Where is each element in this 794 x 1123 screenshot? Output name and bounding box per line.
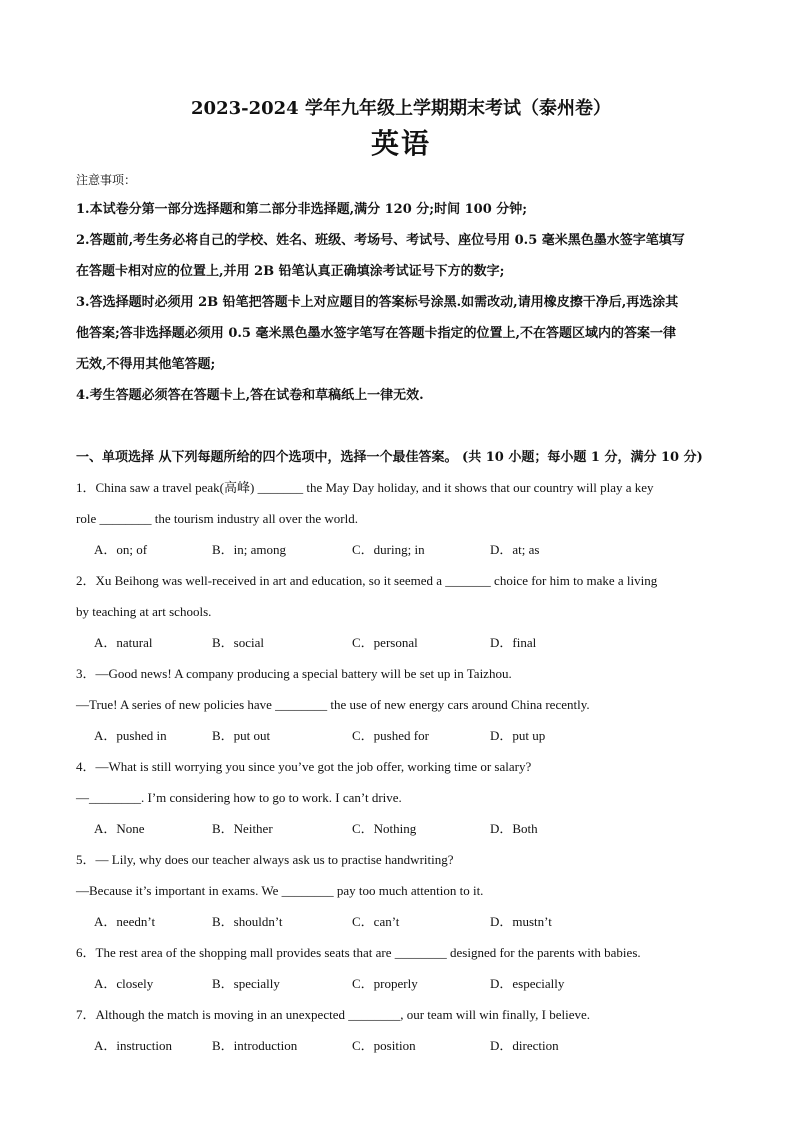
question-7 xyxy=(76,999,726,1061)
option-c: C．personal xyxy=(352,635,418,650)
question-text: —Because it’s important in exams. We ________ pay too much attention to it. xyxy=(76,883,484,898)
question-text: 3．—Good news! A company producing a special battery will be set up in Taizhou. xyxy=(76,666,512,681)
question-text: 2．Xu Beihong was well-received in art and education, so it seemed a _______ choice for him to make a living xyxy=(76,573,658,588)
question-text: 6．The rest area of the shopping mall provides seats that are ________ designed for the parents with babies. xyxy=(76,945,641,960)
option-b: B．introduction xyxy=(212,1038,298,1053)
option-c: C．properly xyxy=(352,976,418,991)
question-text: 1．China saw a travel peak(高峰) _______ the May Day holiday, and it shows that our country will play a key xyxy=(76,480,654,495)
section-heading: 一、单项选择 从下列每题所给的四个选项中，选择一个最佳答案。 (共 10 小题；每小题 1 分，满分 10 分) xyxy=(76,450,703,465)
exam-title: 2023-2024 学年九年级上学期期末考试（泰州卷） xyxy=(191,98,611,119)
notice-line: 他答案;答非选择题必须用 0.5 毫米黑色墨水签字笔写在答题卡指定的位置上,不在答题区域内的答案一律 xyxy=(76,326,676,341)
question-text: by teaching at art schools. xyxy=(76,604,212,619)
notice-line: 2.答题前,考生务必将自己的学校、姓名、班级、考场号、考试号、座位号用 0.5 毫米黑色墨水签字笔填写 xyxy=(76,233,685,248)
option-a: A．None xyxy=(94,821,145,836)
notice-block xyxy=(76,170,726,411)
notice-line: 无效,不得用其他笔答题; xyxy=(76,357,216,372)
question-2 xyxy=(76,565,726,658)
option-c: C．pushed for xyxy=(352,728,429,743)
option-b: B．Neither xyxy=(212,821,273,836)
question-6 xyxy=(76,937,726,999)
option-b: B．in; among xyxy=(212,542,287,557)
option-d: D．at; as xyxy=(490,542,540,557)
answer-options xyxy=(76,720,726,751)
answer-options xyxy=(76,906,726,937)
question-text: role ________ the tourism industry all over the world. xyxy=(76,511,358,526)
option-a: A．pushed in xyxy=(94,728,167,743)
option-b: B．put out xyxy=(212,728,271,743)
question-text: 5．— Lily, why does our teacher always ask us to practise handwriting? xyxy=(76,852,454,867)
notice-title: 注意事项： xyxy=(76,173,137,187)
notice-line: 3.答选择题时必须用 2B 铅笔把答题卡上对应题目的答案标号涂黑.如需改动,请用橡皮擦干净后,再选涂其 xyxy=(76,295,679,310)
answer-options xyxy=(76,813,726,844)
option-a: A．needn’t xyxy=(94,914,156,929)
option-d: D．put up xyxy=(490,728,546,743)
option-d: D．especially xyxy=(490,976,565,991)
option-a: A．on; of xyxy=(94,542,148,557)
option-d: D．mustn’t xyxy=(490,914,552,929)
question-1 xyxy=(76,472,726,565)
question-3 xyxy=(76,658,726,751)
answer-options xyxy=(76,1030,726,1061)
option-b: B．specially xyxy=(212,976,280,991)
answer-options xyxy=(76,534,726,565)
option-d: D．Both xyxy=(490,821,538,836)
notice-line: 在答题卡相对应的位置上,并用 2B 铅笔认真正确填涂考试证号下方的数字; xyxy=(76,264,505,279)
option-a: A．natural xyxy=(94,635,153,650)
option-c: C．position xyxy=(352,1038,416,1053)
answer-options xyxy=(76,627,726,658)
question-text: —________. I’m considering how to go to work. I can’t drive. xyxy=(76,790,402,805)
exam-page xyxy=(76,96,726,1061)
question-text: —True! A series of new policies have ________ the use of new energy cars around China recently. xyxy=(76,697,590,712)
option-d: D．final xyxy=(490,635,537,650)
option-b: B．shouldn’t xyxy=(212,914,283,929)
question-5 xyxy=(76,844,726,937)
option-a: A．instruction xyxy=(94,1038,172,1053)
answer-options xyxy=(76,968,726,999)
option-c: C．can’t xyxy=(352,914,400,929)
notice-line: 1.本试卷分第一部分选择题和第二部分非选择题,满分 120 分;时间 100 分钟; xyxy=(76,202,528,217)
option-c: C．during; in xyxy=(352,542,425,557)
option-c: C．Nothing xyxy=(352,821,417,836)
option-d: D．direction xyxy=(490,1038,559,1053)
question-4 xyxy=(76,751,726,844)
subject-title: 英语 xyxy=(370,127,431,160)
option-a: A．closely xyxy=(94,976,154,991)
option-b: B．social xyxy=(212,635,264,650)
notice-line: 4.考生答题必须答在答题卡上,答在试卷和草稿纸上一律无效. xyxy=(76,388,424,403)
question-text: 7．Although the match is moving in an unexpected ________, our team will win finally, I believe. xyxy=(76,1007,590,1022)
question-text: 4．—What is still worrying you since you’ve got the job offer, working time or salary? xyxy=(76,759,532,774)
